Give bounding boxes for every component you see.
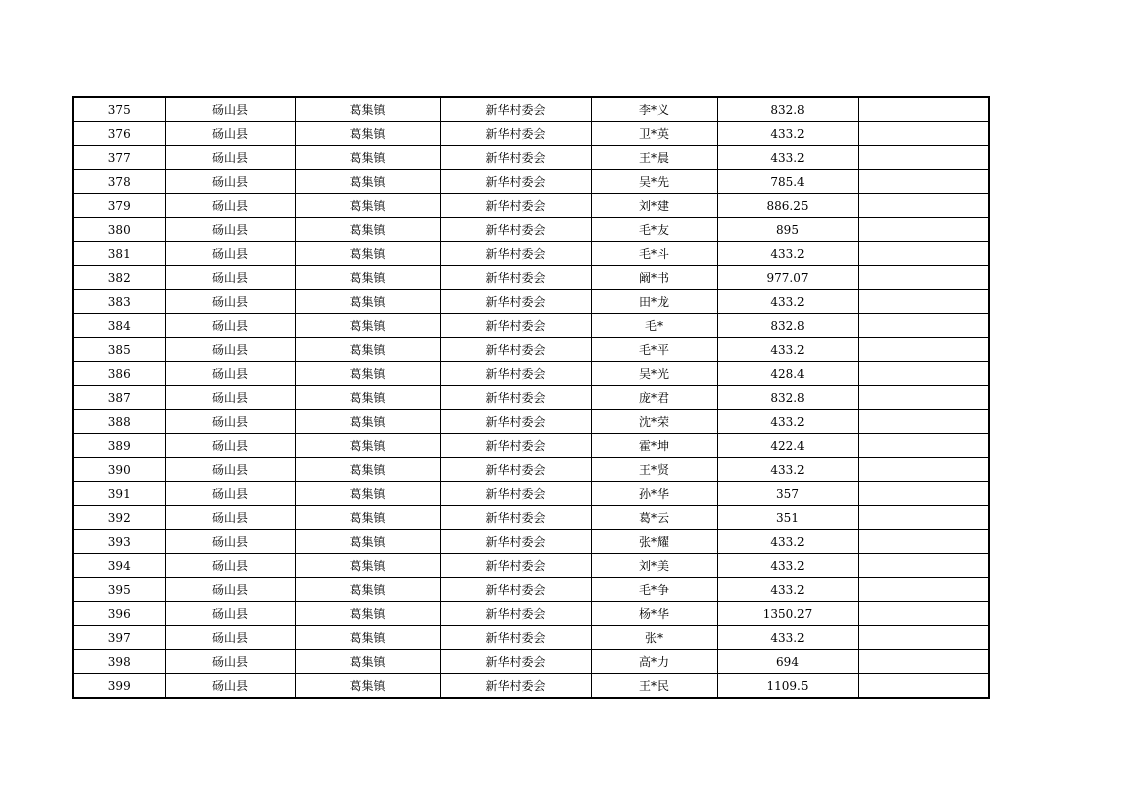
table-row — [73, 674, 989, 699]
table-row — [73, 194, 989, 218]
cell-amount: 351 — [717, 506, 858, 530]
cell-name: 毛*平 — [591, 338, 717, 362]
cell-note — [858, 458, 989, 482]
table-row — [73, 290, 989, 314]
table-row — [73, 578, 989, 602]
cell-note — [858, 242, 989, 266]
cell-county: 砀山县 — [165, 266, 295, 290]
cell-row-number: 382 — [73, 266, 165, 290]
cell-village: 新华村委会 — [440, 410, 591, 434]
cell-name: 高*力 — [591, 650, 717, 674]
cell-name: 田*龙 — [591, 290, 717, 314]
cell-row-number: 397 — [73, 626, 165, 650]
cell-name: 庞*君 — [591, 386, 717, 410]
cell-row-number: 396 — [73, 602, 165, 626]
cell-village: 新华村委会 — [440, 482, 591, 506]
cell-county: 砀山县 — [165, 362, 295, 386]
cell-town: 葛集镇 — [295, 97, 440, 122]
cell-town: 葛集镇 — [295, 170, 440, 194]
cell-county: 砀山县 — [165, 578, 295, 602]
cell-name: 沈*荣 — [591, 410, 717, 434]
cell-note — [858, 218, 989, 242]
cell-row-number: 387 — [73, 386, 165, 410]
cell-amount: 433.2 — [717, 122, 858, 146]
cell-name: 孙*华 — [591, 482, 717, 506]
table-row — [73, 650, 989, 674]
cell-name: 葛*云 — [591, 506, 717, 530]
cell-county: 砀山县 — [165, 218, 295, 242]
table-row — [73, 482, 989, 506]
cell-row-number: 385 — [73, 338, 165, 362]
cell-town: 葛集镇 — [295, 554, 440, 578]
table-row — [73, 602, 989, 626]
cell-amount: 1109.5 — [717, 674, 858, 699]
cell-note — [858, 506, 989, 530]
cell-village: 新华村委会 — [440, 314, 591, 338]
cell-note — [858, 530, 989, 554]
cell-note — [858, 266, 989, 290]
cell-amount: 433.2 — [717, 242, 858, 266]
cell-note — [858, 97, 989, 122]
cell-note — [858, 554, 989, 578]
cell-village: 新华村委会 — [440, 242, 591, 266]
cell-village: 新华村委会 — [440, 146, 591, 170]
cell-town: 葛集镇 — [295, 194, 440, 218]
cell-note — [858, 410, 989, 434]
cell-county: 砀山县 — [165, 410, 295, 434]
cell-note — [858, 578, 989, 602]
cell-village: 新华村委会 — [440, 602, 591, 626]
table-row — [73, 626, 989, 650]
cell-amount: 433.2 — [717, 554, 858, 578]
cell-name: 杨*华 — [591, 602, 717, 626]
cell-row-number: 388 — [73, 410, 165, 434]
cell-row-number: 376 — [73, 122, 165, 146]
cell-row-number: 395 — [73, 578, 165, 602]
cell-name: 王*贤 — [591, 458, 717, 482]
table-row — [73, 362, 989, 386]
cell-note — [858, 674, 989, 699]
cell-town: 葛集镇 — [295, 650, 440, 674]
cell-village: 新华村委会 — [440, 458, 591, 482]
cell-town: 葛集镇 — [295, 410, 440, 434]
cell-village: 新华村委会 — [440, 338, 591, 362]
cell-note — [858, 434, 989, 458]
cell-village: 新华村委会 — [440, 530, 591, 554]
cell-town: 葛集镇 — [295, 434, 440, 458]
cell-town: 葛集镇 — [295, 242, 440, 266]
cell-row-number: 379 — [73, 194, 165, 218]
cell-county: 砀山县 — [165, 146, 295, 170]
cell-village: 新华村委会 — [440, 266, 591, 290]
cell-county: 砀山县 — [165, 122, 295, 146]
table-body — [73, 97, 989, 698]
cell-county: 砀山县 — [165, 554, 295, 578]
cell-village: 新华村委会 — [440, 218, 591, 242]
cell-town: 葛集镇 — [295, 530, 440, 554]
cell-note — [858, 314, 989, 338]
table-row — [73, 218, 989, 242]
cell-county: 砀山县 — [165, 194, 295, 218]
cell-town: 葛集镇 — [295, 362, 440, 386]
cell-county: 砀山县 — [165, 674, 295, 699]
cell-town: 葛集镇 — [295, 482, 440, 506]
cell-amount: 785.4 — [717, 170, 858, 194]
cell-village: 新华村委会 — [440, 170, 591, 194]
cell-county: 砀山县 — [165, 602, 295, 626]
cell-village: 新华村委会 — [440, 506, 591, 530]
cell-row-number: 398 — [73, 650, 165, 674]
cell-village: 新华村委会 — [440, 290, 591, 314]
cell-village: 新华村委会 — [440, 122, 591, 146]
cell-amount: 433.2 — [717, 410, 858, 434]
cell-village: 新华村委会 — [440, 650, 591, 674]
cell-note — [858, 146, 989, 170]
cell-row-number: 390 — [73, 458, 165, 482]
cell-county: 砀山县 — [165, 386, 295, 410]
cell-row-number: 380 — [73, 218, 165, 242]
table-row — [73, 554, 989, 578]
cell-town: 葛集镇 — [295, 314, 440, 338]
table-row — [73, 458, 989, 482]
cell-row-number: 375 — [73, 97, 165, 122]
table-row — [73, 146, 989, 170]
cell-village: 新华村委会 — [440, 674, 591, 699]
cell-name: 吴*光 — [591, 362, 717, 386]
cell-town: 葛集镇 — [295, 146, 440, 170]
cell-county: 砀山县 — [165, 626, 295, 650]
cell-note — [858, 194, 989, 218]
table-row — [73, 506, 989, 530]
cell-name: 卫*英 — [591, 122, 717, 146]
cell-village: 新华村委会 — [440, 386, 591, 410]
cell-amount: 886.25 — [717, 194, 858, 218]
cell-note — [858, 602, 989, 626]
cell-amount: 832.8 — [717, 386, 858, 410]
data-table — [72, 96, 990, 699]
cell-name: 霍*坤 — [591, 434, 717, 458]
table-row — [73, 314, 989, 338]
cell-amount: 422.4 — [717, 434, 858, 458]
cell-amount: 832.8 — [717, 314, 858, 338]
cell-town: 葛集镇 — [295, 458, 440, 482]
cell-county: 砀山县 — [165, 434, 295, 458]
cell-name: 王*晨 — [591, 146, 717, 170]
cell-amount: 357 — [717, 482, 858, 506]
cell-village: 新华村委会 — [440, 554, 591, 578]
cell-name: 毛* — [591, 314, 717, 338]
cell-name: 毛*争 — [591, 578, 717, 602]
cell-amount: 832.8 — [717, 97, 858, 122]
cell-amount: 433.2 — [717, 530, 858, 554]
cell-amount: 433.2 — [717, 626, 858, 650]
cell-village: 新华村委会 — [440, 626, 591, 650]
cell-town: 葛集镇 — [295, 674, 440, 699]
cell-amount: 433.2 — [717, 458, 858, 482]
table-row — [73, 122, 989, 146]
cell-note — [858, 650, 989, 674]
cell-amount: 428.4 — [717, 362, 858, 386]
cell-county: 砀山县 — [165, 650, 295, 674]
cell-county: 砀山县 — [165, 458, 295, 482]
cell-county: 砀山县 — [165, 482, 295, 506]
cell-town: 葛集镇 — [295, 122, 440, 146]
cell-row-number: 392 — [73, 506, 165, 530]
cell-row-number: 391 — [73, 482, 165, 506]
table-row — [73, 530, 989, 554]
cell-note — [858, 170, 989, 194]
cell-county: 砀山县 — [165, 314, 295, 338]
cell-name: 李*义 — [591, 97, 717, 122]
table-row — [73, 386, 989, 410]
cell-note — [858, 290, 989, 314]
cell-amount: 977.07 — [717, 266, 858, 290]
cell-town: 葛集镇 — [295, 506, 440, 530]
cell-row-number: 378 — [73, 170, 165, 194]
cell-town: 葛集镇 — [295, 338, 440, 362]
cell-name: 毛*斗 — [591, 242, 717, 266]
cell-town: 葛集镇 — [295, 266, 440, 290]
table-row — [73, 434, 989, 458]
table-row — [73, 338, 989, 362]
cell-county: 砀山县 — [165, 97, 295, 122]
cell-county: 砀山县 — [165, 338, 295, 362]
table-row — [73, 170, 989, 194]
table-row — [73, 266, 989, 290]
cell-note — [858, 122, 989, 146]
cell-village: 新华村委会 — [440, 194, 591, 218]
cell-name: 阚*书 — [591, 266, 717, 290]
cell-town: 葛集镇 — [295, 602, 440, 626]
cell-name: 张*耀 — [591, 530, 717, 554]
cell-name: 王*民 — [591, 674, 717, 699]
cell-row-number: 383 — [73, 290, 165, 314]
cell-county: 砀山县 — [165, 506, 295, 530]
table-row — [73, 410, 989, 434]
cell-note — [858, 482, 989, 506]
cell-county: 砀山县 — [165, 530, 295, 554]
cell-town: 葛集镇 — [295, 218, 440, 242]
cell-town: 葛集镇 — [295, 290, 440, 314]
cell-note — [858, 386, 989, 410]
cell-note — [858, 362, 989, 386]
cell-amount: 433.2 — [717, 578, 858, 602]
cell-amount: 694 — [717, 650, 858, 674]
cell-amount: 433.2 — [717, 290, 858, 314]
cell-village: 新华村委会 — [440, 578, 591, 602]
cell-county: 砀山县 — [165, 170, 295, 194]
cell-village: 新华村委会 — [440, 362, 591, 386]
cell-amount: 895 — [717, 218, 858, 242]
cell-row-number: 393 — [73, 530, 165, 554]
cell-row-number: 384 — [73, 314, 165, 338]
cell-county: 砀山县 — [165, 242, 295, 266]
cell-village: 新华村委会 — [440, 434, 591, 458]
cell-town: 葛集镇 — [295, 578, 440, 602]
cell-name: 吴*先 — [591, 170, 717, 194]
cell-name: 毛*友 — [591, 218, 717, 242]
table-row — [73, 242, 989, 266]
cell-town: 葛集镇 — [295, 386, 440, 410]
cell-amount: 433.2 — [717, 146, 858, 170]
cell-row-number: 399 — [73, 674, 165, 699]
cell-row-number: 381 — [73, 242, 165, 266]
cell-row-number: 389 — [73, 434, 165, 458]
cell-county: 砀山县 — [165, 290, 295, 314]
cell-note — [858, 626, 989, 650]
cell-village: 新华村委会 — [440, 97, 591, 122]
cell-name: 刘*建 — [591, 194, 717, 218]
table-row — [73, 97, 989, 122]
cell-row-number: 386 — [73, 362, 165, 386]
cell-amount: 433.2 — [717, 338, 858, 362]
cell-note — [858, 338, 989, 362]
cell-amount: 1350.27 — [717, 602, 858, 626]
cell-name: 张* — [591, 626, 717, 650]
cell-town: 葛集镇 — [295, 626, 440, 650]
cell-name: 刘*美 — [591, 554, 717, 578]
cell-row-number: 377 — [73, 146, 165, 170]
cell-row-number: 394 — [73, 554, 165, 578]
